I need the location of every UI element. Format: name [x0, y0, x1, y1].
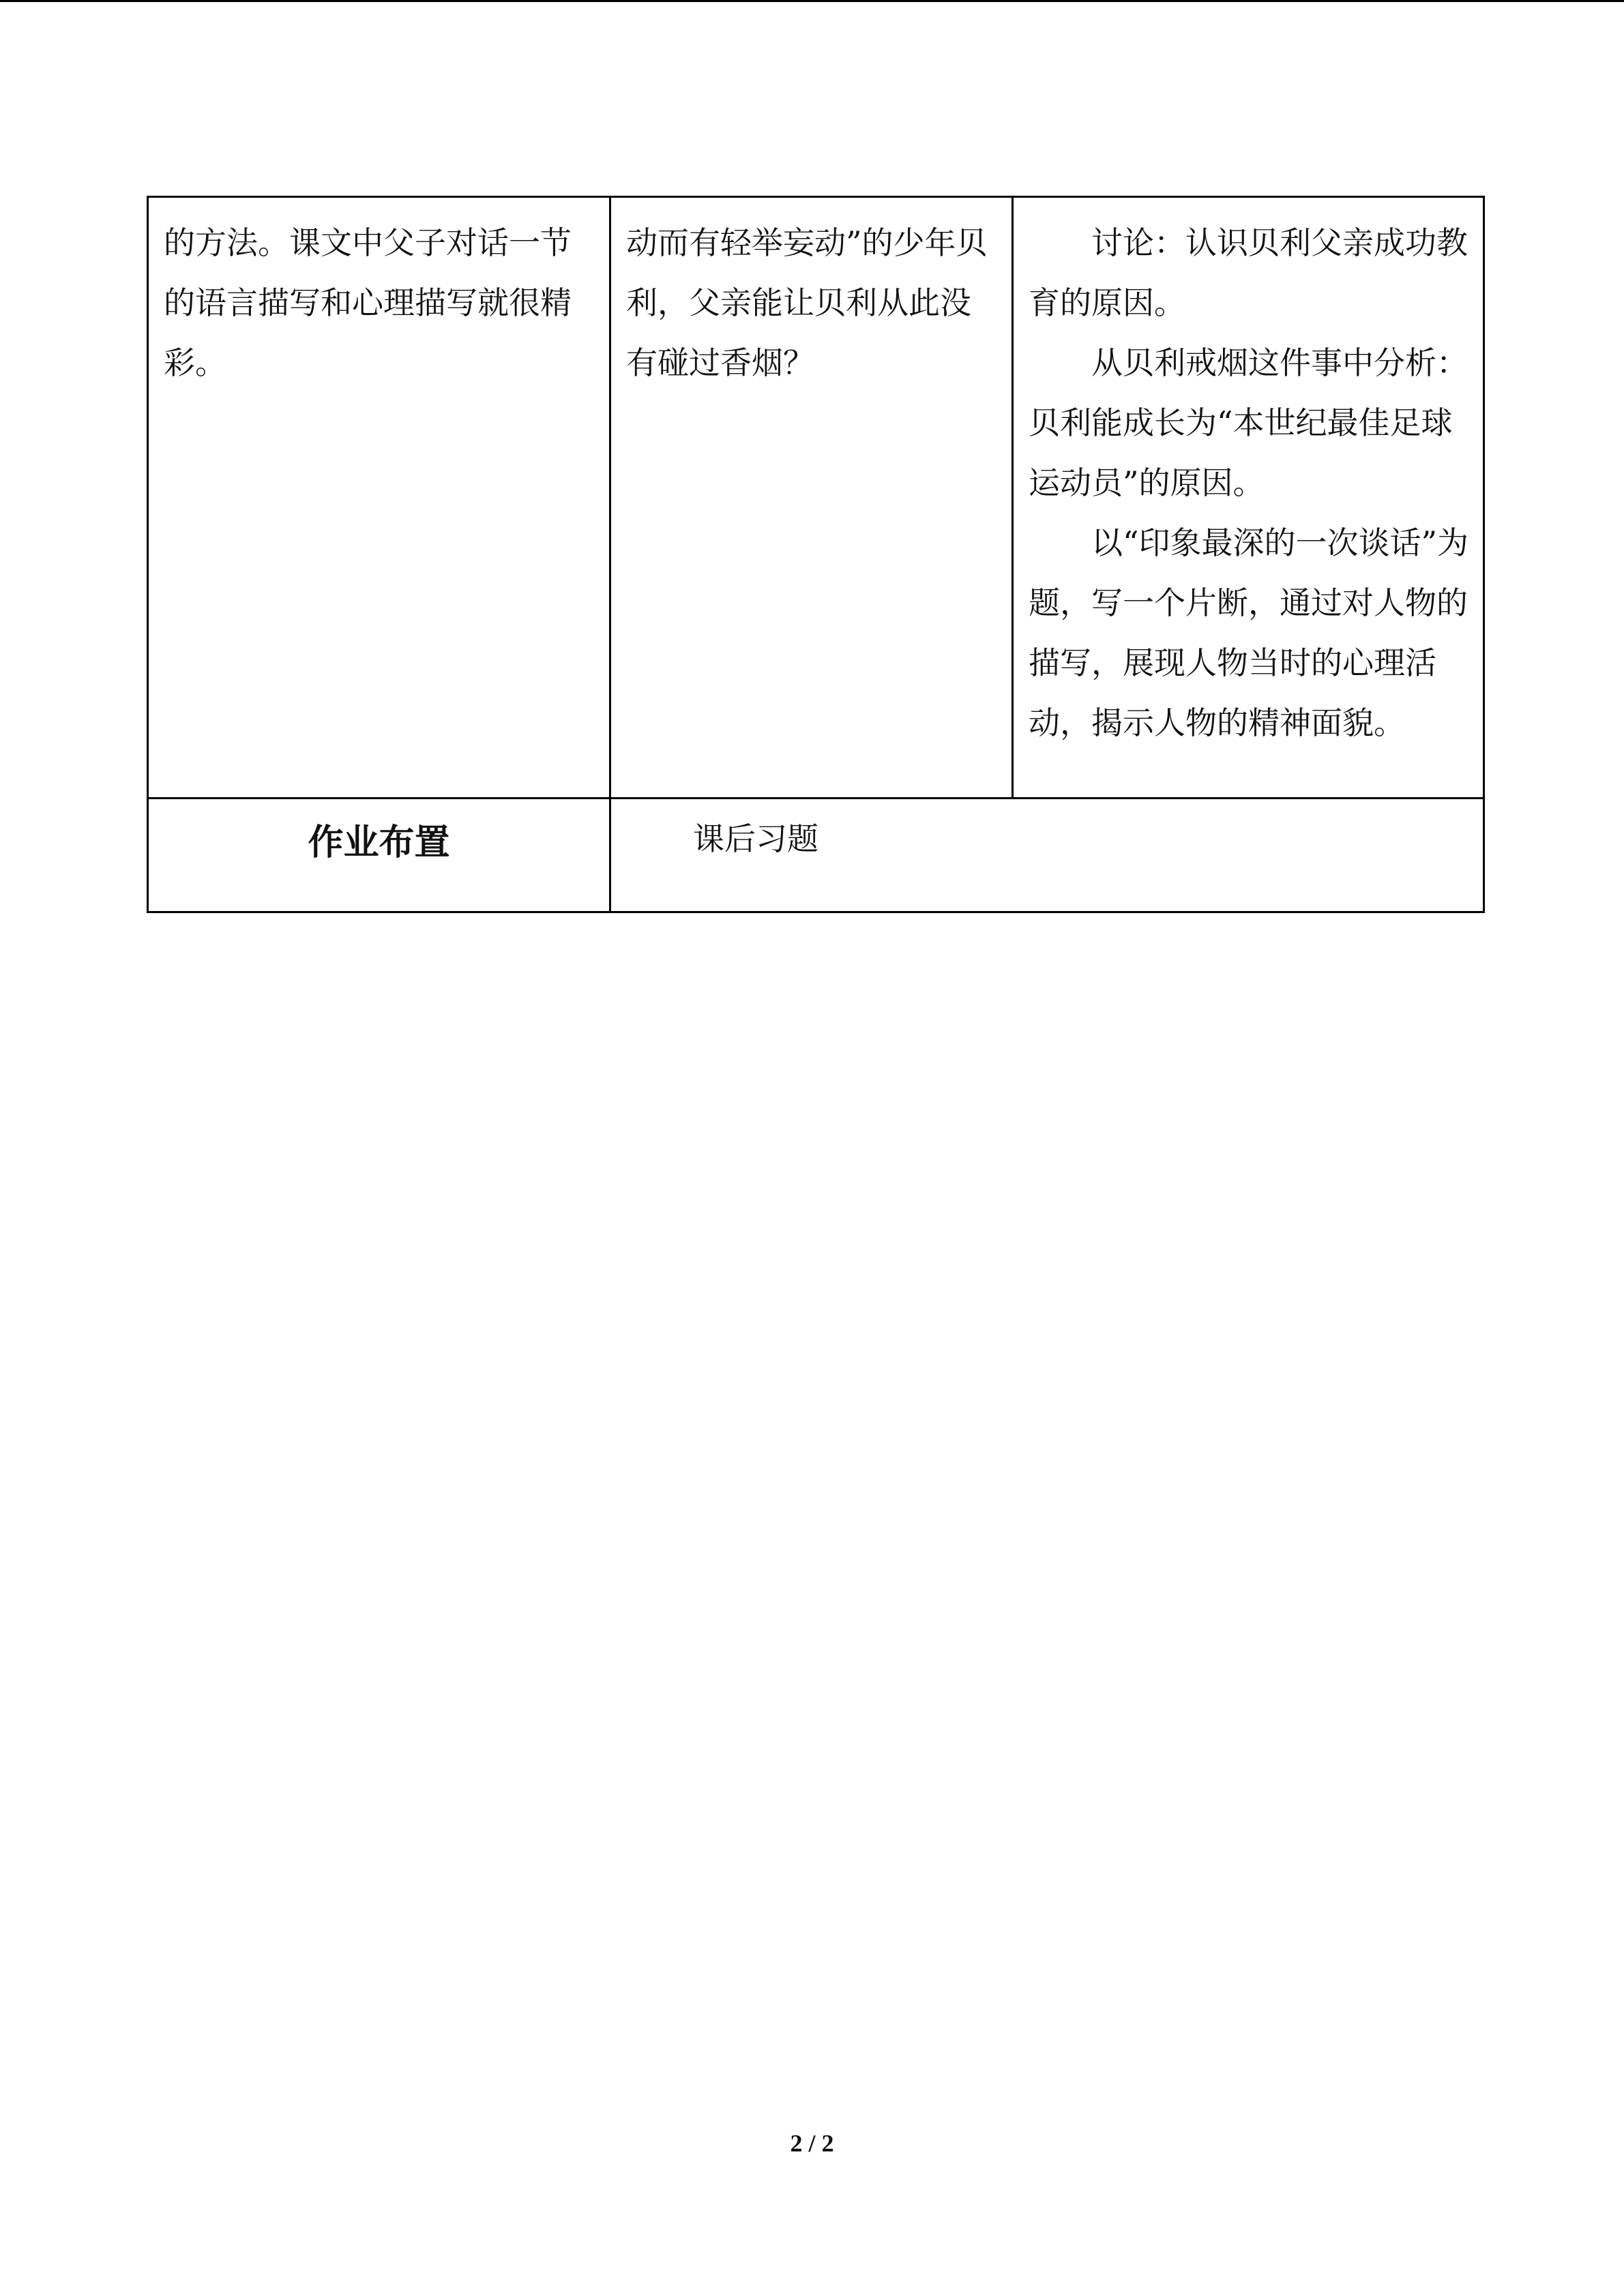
- homework-label-cell: [148, 799, 610, 912]
- table-row-homework: [148, 799, 1484, 912]
- homework-content-cell: [610, 799, 1484, 912]
- cell-paragraph: 动而有轻举妄动”的少年贝利，父亲能让贝利从此没有碰过香烟？: [626, 224, 988, 381]
- page-number: 2 / 2: [790, 2130, 834, 2157]
- homework-content: 课后习题: [693, 820, 818, 857]
- table-row-content: [148, 197, 1484, 799]
- cell-teaching-content: [148, 197, 610, 799]
- lesson-plan-table: [147, 196, 1485, 913]
- cell-question: [610, 197, 1013, 799]
- cell-paragraph: 讨论：认识贝利父亲成功教育的原因。: [1029, 224, 1468, 321]
- cell-paragraph: 从贝利戒烟这件事中分析：贝利能成长为“本世纪最佳足球运动员”的原因。: [1029, 344, 1468, 501]
- cell-paragraph: 的方法。课文中父子对话一节的语言描写和心理描写就很精彩。: [164, 224, 572, 381]
- cell-activities: [1013, 197, 1484, 799]
- homework-label: 作业布置: [308, 822, 450, 863]
- top-border-line: [0, 0, 1624, 2]
- cell-paragraph: 以“印象最深的一次谈话”为题，写一个片断，通过对人物的描写，展现人物当时的心理活动，揭示人物的精神面貌。: [1029, 524, 1469, 741]
